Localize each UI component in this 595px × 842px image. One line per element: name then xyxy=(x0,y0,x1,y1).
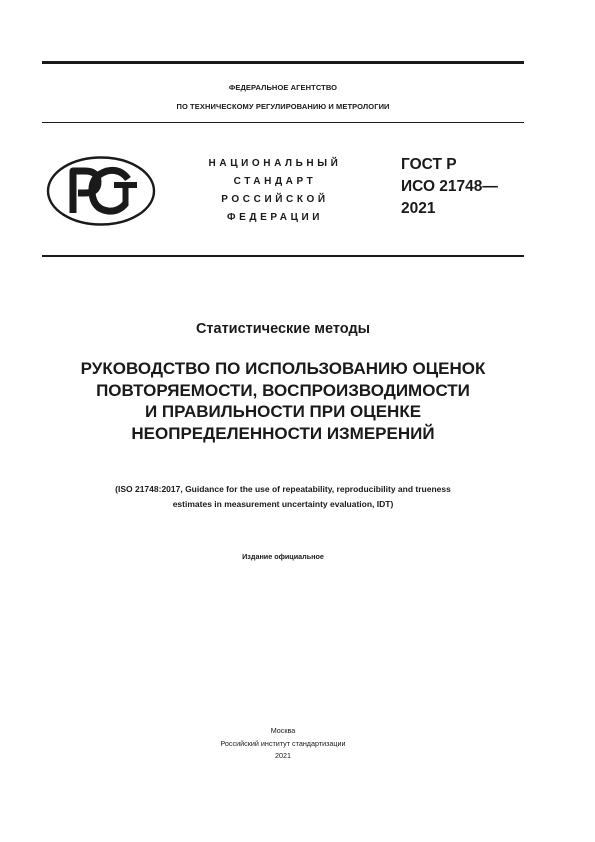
standard-type-line-3: РОССИЙСКОЙ xyxy=(221,194,329,205)
document-subtitle: Статистические методы xyxy=(195,321,371,337)
agency-line-2: ПО ТЕХНИЧЕСКОМУ РЕГУЛИРОВАНИЮ И МЕТРОЛОГИИ xyxy=(176,102,390,111)
agency-line-1: ФЕДЕРАЛЬНОЕ АГЕНТСТВО xyxy=(228,83,338,92)
iso-reference-line-2: estimates in measurement uncertainty evaluation, IDT) xyxy=(172,499,394,509)
header-rule xyxy=(42,122,524,123)
designation-line-2: ИСО 21748— xyxy=(401,178,498,195)
imprint-year: 2021 xyxy=(275,751,291,760)
title-line-1: РУКОВОДСТВО ПО ИСПОЛЬЗОВАНИЮ ОЦЕНОК xyxy=(80,359,486,378)
title-line-4: НЕОПРЕДЕЛЕННОСТИ ИЗМЕРЕНИЙ xyxy=(131,423,435,443)
imprint-publisher: Российский институт стандартизации xyxy=(220,738,346,748)
title-line-2: ПОВТОРЯЕМОСТИ, ВОСПРОИЗВОДИМОСТИ xyxy=(96,380,470,400)
standard-type-line-2: СТАНДАРТ xyxy=(233,176,317,187)
document-title xyxy=(30,358,536,444)
rst-logo xyxy=(45,155,157,227)
standard-type-line-1: НАЦИОНАЛЬНЫЙ xyxy=(208,158,342,169)
iso-reference-line-1: (ISO 21748:2017, Guidance for the use of repeatability, reproducibility and trueness xyxy=(115,484,451,494)
section-rule xyxy=(42,255,524,257)
title-line-3: И ПРАВИЛЬНОСТИ ПРИ ОЦЕНКЕ xyxy=(144,402,422,421)
top-rule xyxy=(42,61,524,64)
iso-reference xyxy=(30,482,536,512)
standard-type xyxy=(190,155,360,227)
standard-designation xyxy=(401,154,498,220)
standard-type-line-4: ФЕДЕРАЦИИ xyxy=(226,212,324,223)
imprint-city: Москва xyxy=(270,726,296,735)
edition-note: Издание официальное xyxy=(242,552,324,561)
designation-line-3: 2021 xyxy=(401,200,436,217)
rst-mark-icon xyxy=(45,155,157,227)
imprint xyxy=(42,725,524,763)
designation-line-1: ГОСТ Р xyxy=(401,156,457,173)
